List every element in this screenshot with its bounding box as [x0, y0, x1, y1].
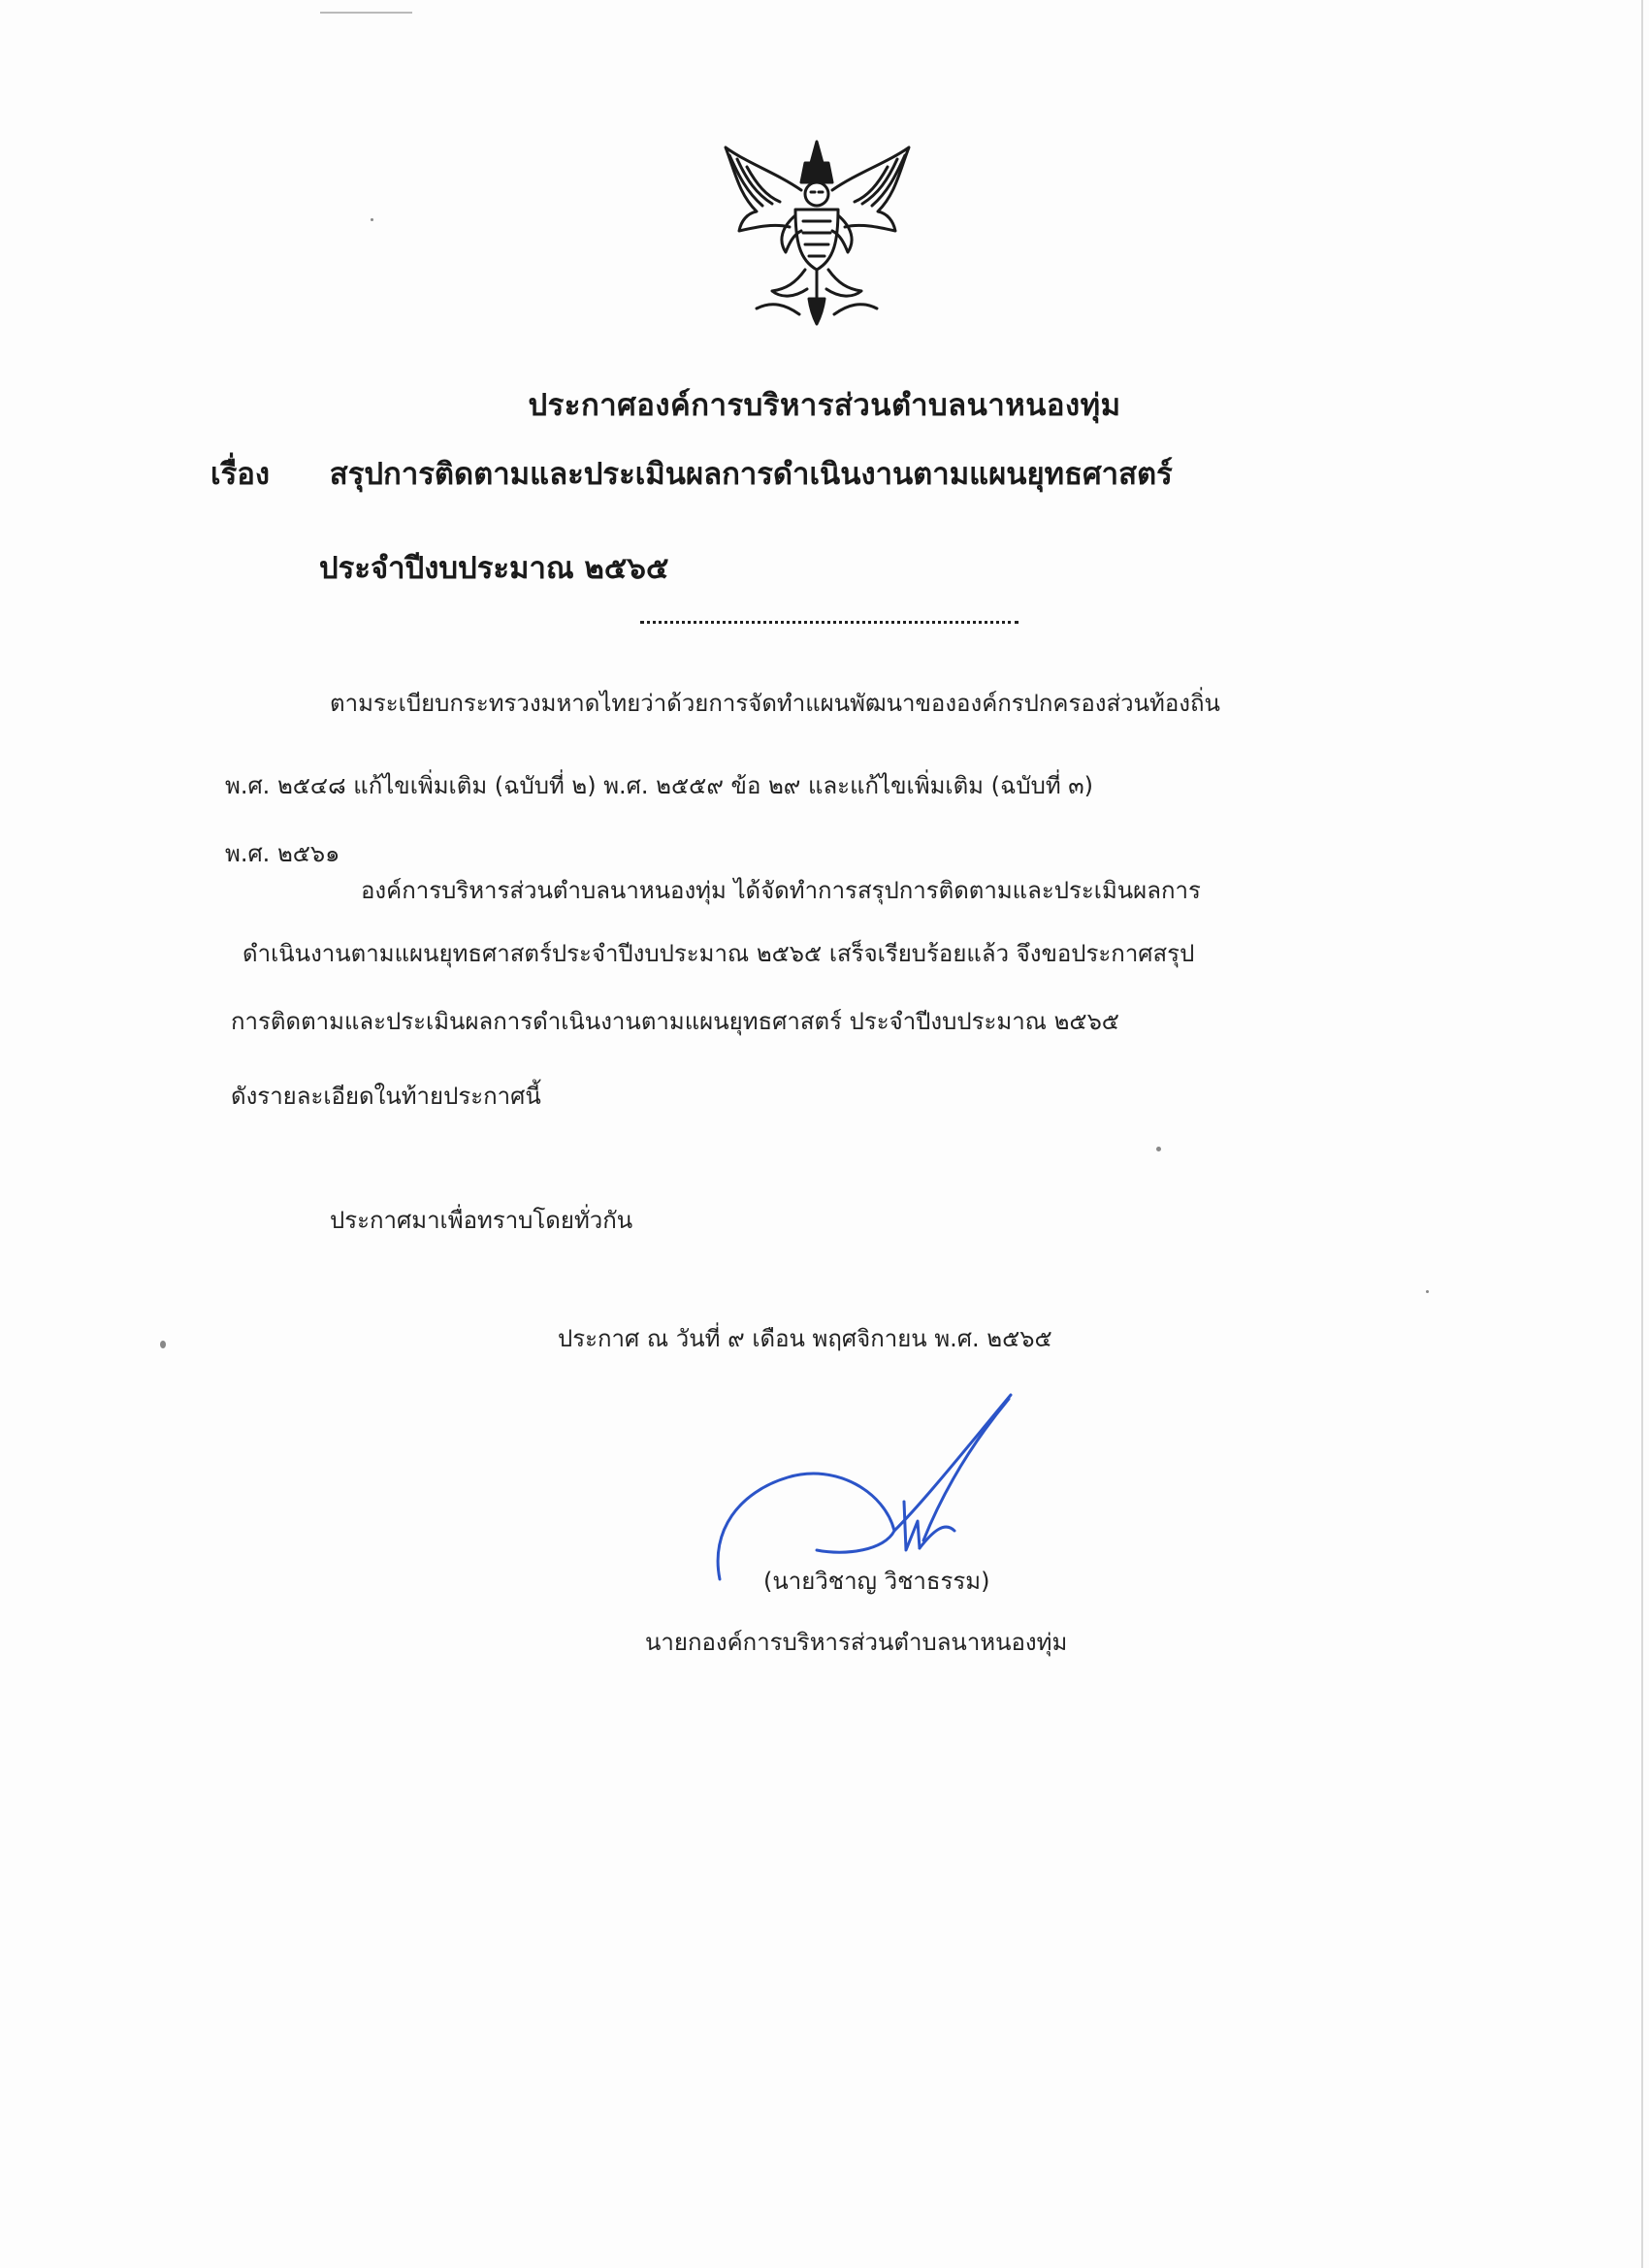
paragraph-2-line-3: การติดตามและประเมินผลการดำเนินงานตามแผนยุทธศาสตร์ ประจำปีงบประมาณ ๒๕๖๕: [231, 1008, 1119, 1035]
announcement-date: ประกาศ ณ วันที่ ๙ เดือน พฤศจิกายน พ.ศ. ๒๕๖๕: [558, 1325, 1052, 1352]
subject-row: [210, 449, 1173, 498]
paragraph-1-line-3: พ.ศ. ๒๕๖๑: [225, 840, 340, 867]
scan-speck: [160, 1341, 166, 1348]
signature-icon: [700, 1385, 1030, 1589]
garuda-emblem-icon: [718, 134, 917, 333]
subject-label: เรื่อง: [210, 457, 271, 492]
signer-name: (นายวิชาญ วิชาธรรม): [763, 1568, 990, 1595]
scan-edge-right: [1641, 0, 1643, 2268]
signer-position: นายกองค์การบริหารส่วนตำบลนาหนองทุ่ม: [645, 1629, 1068, 1656]
paragraph-2-line-2: ดำเนินงานตามแผนยุทธศาสตร์ประจำปีงบประมาณ ๒๕๖๕ เสร็จเรียบร้อยแล้ว จึงขอประกาศสรุป: [242, 940, 1195, 967]
scan-speck: [371, 218, 373, 221]
paragraph-2-line-1: องค์การบริหารส่วนตำบลนาหนองทุ่ม ได้จัดทำการสรุปการติดตามและประเมินผลการ: [361, 877, 1201, 904]
paragraph-2-line-4: ดังรายละเอียดในท้ายประกาศนี้: [231, 1083, 541, 1110]
paragraph-1-line-1: ตามระเบียบกระทรวงมหาดไทยว่าด้วยการจัดทำแผนพัฒนาขององค์กรปกครองส่วนท้องถิ่น: [330, 690, 1220, 717]
paragraph-1-line-2: พ.ศ. ๒๕๔๘ แก้ไขเพิ่มเติม (ฉบับที่ ๒) พ.ศ. ๒๕๕๙ ข้อ ๒๙ และแก้ไขเพิ่มเติม (ฉบับที่ ๓): [225, 772, 1094, 799]
dotted-separator: [640, 621, 1018, 624]
announcement-title: ประกาศองค์การบริหารส่วนตำบลนาหนองทุ่ม: [528, 388, 1121, 423]
scan-mark-top: [320, 12, 412, 14]
scan-speck: [1426, 1290, 1429, 1293]
subject-line-1: สรุปการติดตามและประเมินผลการดำเนินงานตามแผนยุทธศาสตร์: [329, 457, 1173, 492]
scan-speck: [1156, 1147, 1161, 1151]
subject-line-2: ประจำปีงบประมาณ ๒๕๖๕: [319, 551, 669, 586]
closing-statement: ประกาศมาเพื่อทราบโดยทั่วกัน: [330, 1207, 633, 1234]
